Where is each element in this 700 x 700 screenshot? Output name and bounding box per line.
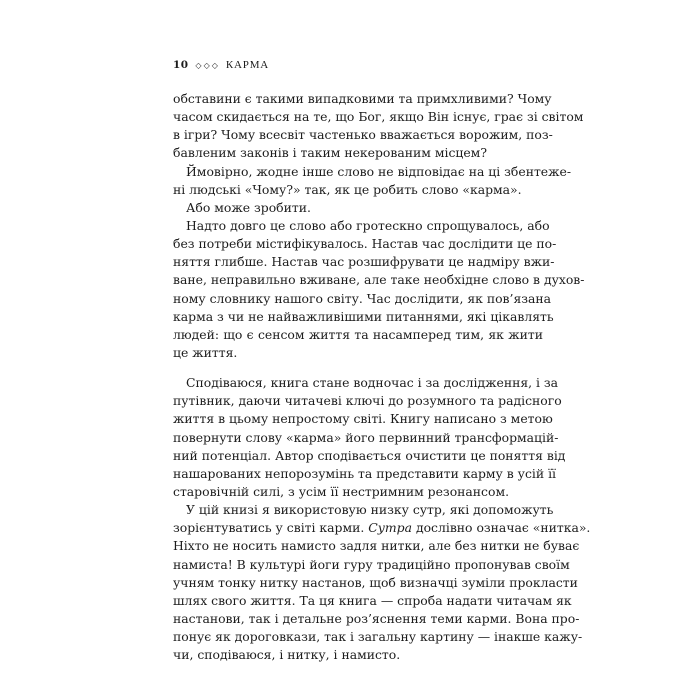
text-line: няття глибше. Настав час розшифрувати це надміру вжи-	[173, 254, 555, 270]
text-line: Ніхто не носить намисто задля нитки, але без нитки не буває	[173, 538, 580, 554]
running-header	[173, 59, 269, 71]
text-line: старовічній силі, з усім її нестримним резонансом.	[173, 483, 510, 499]
text-line: карма з чи не найважливішими питаннями, які цікавлять	[173, 308, 554, 324]
text-line: людей: що є сенсом життя та насамперед тим, як жити	[173, 326, 543, 342]
text-fragment: зорієнтуватись у світі карми.	[173, 520, 369, 536]
text-line: Ймовірно, жодне інше слово не відповідає на ці збентеже-	[186, 163, 572, 179]
text-line: в ігри? Чому всесвіт частенько вважається ворожим, поз-	[173, 127, 553, 143]
text-line	[173, 519, 591, 537]
text-line: Надто довго це слово або гротескно спрощувалось, або	[186, 217, 550, 233]
body-text	[173, 90, 591, 664]
text-line: настанови, так і детальне роз’яснення теми карми. Вона про-	[173, 610, 580, 626]
text-line: путівник, даючи читачеві ключі до розумного та радісного	[173, 393, 562, 409]
text-line: нашарованих непорозумінь та представити карму в усій її	[173, 465, 557, 481]
text-line: Або може зробити.	[186, 199, 311, 215]
text-line: без потреби містифікувалось. Настав час дослідити це по-	[173, 236, 557, 252]
paragraph-gap	[173, 362, 543, 374]
diamond-ornament-icon: ◇◇◇	[195, 60, 220, 70]
text-line: ний потенціал. Автор сподівається очистити це поняття від	[173, 447, 566, 463]
text-line: життя в цьому непростому світі. Книгу написано з метою	[173, 411, 553, 427]
text-line: бавленим законів і таким некерованим місцем?	[173, 145, 487, 161]
chapter-title: КАРМА	[225, 59, 270, 71]
paragraph	[173, 501, 591, 664]
text-line: Сподіваюся, книга стане водночас і за дослідження, і за	[186, 375, 559, 391]
text-fragment: дослівно означає «нитка».	[412, 520, 591, 536]
text-line: це життя.	[173, 344, 238, 360]
text-line: понує як дороговкази, так і загальну картину — інакше кажу-	[173, 629, 583, 645]
text-line: шлях свого життя. Та ця книга — спроба надати читачам як	[173, 592, 572, 608]
paragraph	[173, 217, 585, 362]
text-line: ване, неправильно вживане, але таке необхідне слово в духов-	[173, 272, 585, 288]
text-line: ному словнику нашого світу. Час дослідити, як пов’язана	[173, 290, 552, 306]
text-line: повернути слову «карма» його первинний трансформацій-	[173, 429, 559, 445]
italic-term: Сутра	[368, 520, 413, 536]
paragraph	[173, 374, 566, 501]
paragraph	[173, 199, 543, 217]
text-line: учням тонку нитку настанов, щоб визначці зуміли прокласти	[173, 574, 578, 590]
text-line: часом скидається на те, що Бог, якщо Він існує, грає зі світом	[173, 109, 584, 125]
text-line: намиста! В культурі йоги гуру традиційно пропонував своїм	[173, 556, 570, 572]
text-line: ні людські «Чому?» так, як це робить слово «карма».	[173, 181, 522, 197]
paragraph	[173, 163, 572, 199]
paragraph	[173, 90, 584, 163]
text-line: обставини є такими випадковими та примхливими? Чому	[173, 91, 552, 106]
text-line: У цій книзі я використовую низку сутр, які допоможуть	[186, 502, 554, 518]
text-line: чи, сподіваюся, і нитку, і намисто.	[173, 647, 401, 663]
page-number: 10	[173, 59, 189, 71]
